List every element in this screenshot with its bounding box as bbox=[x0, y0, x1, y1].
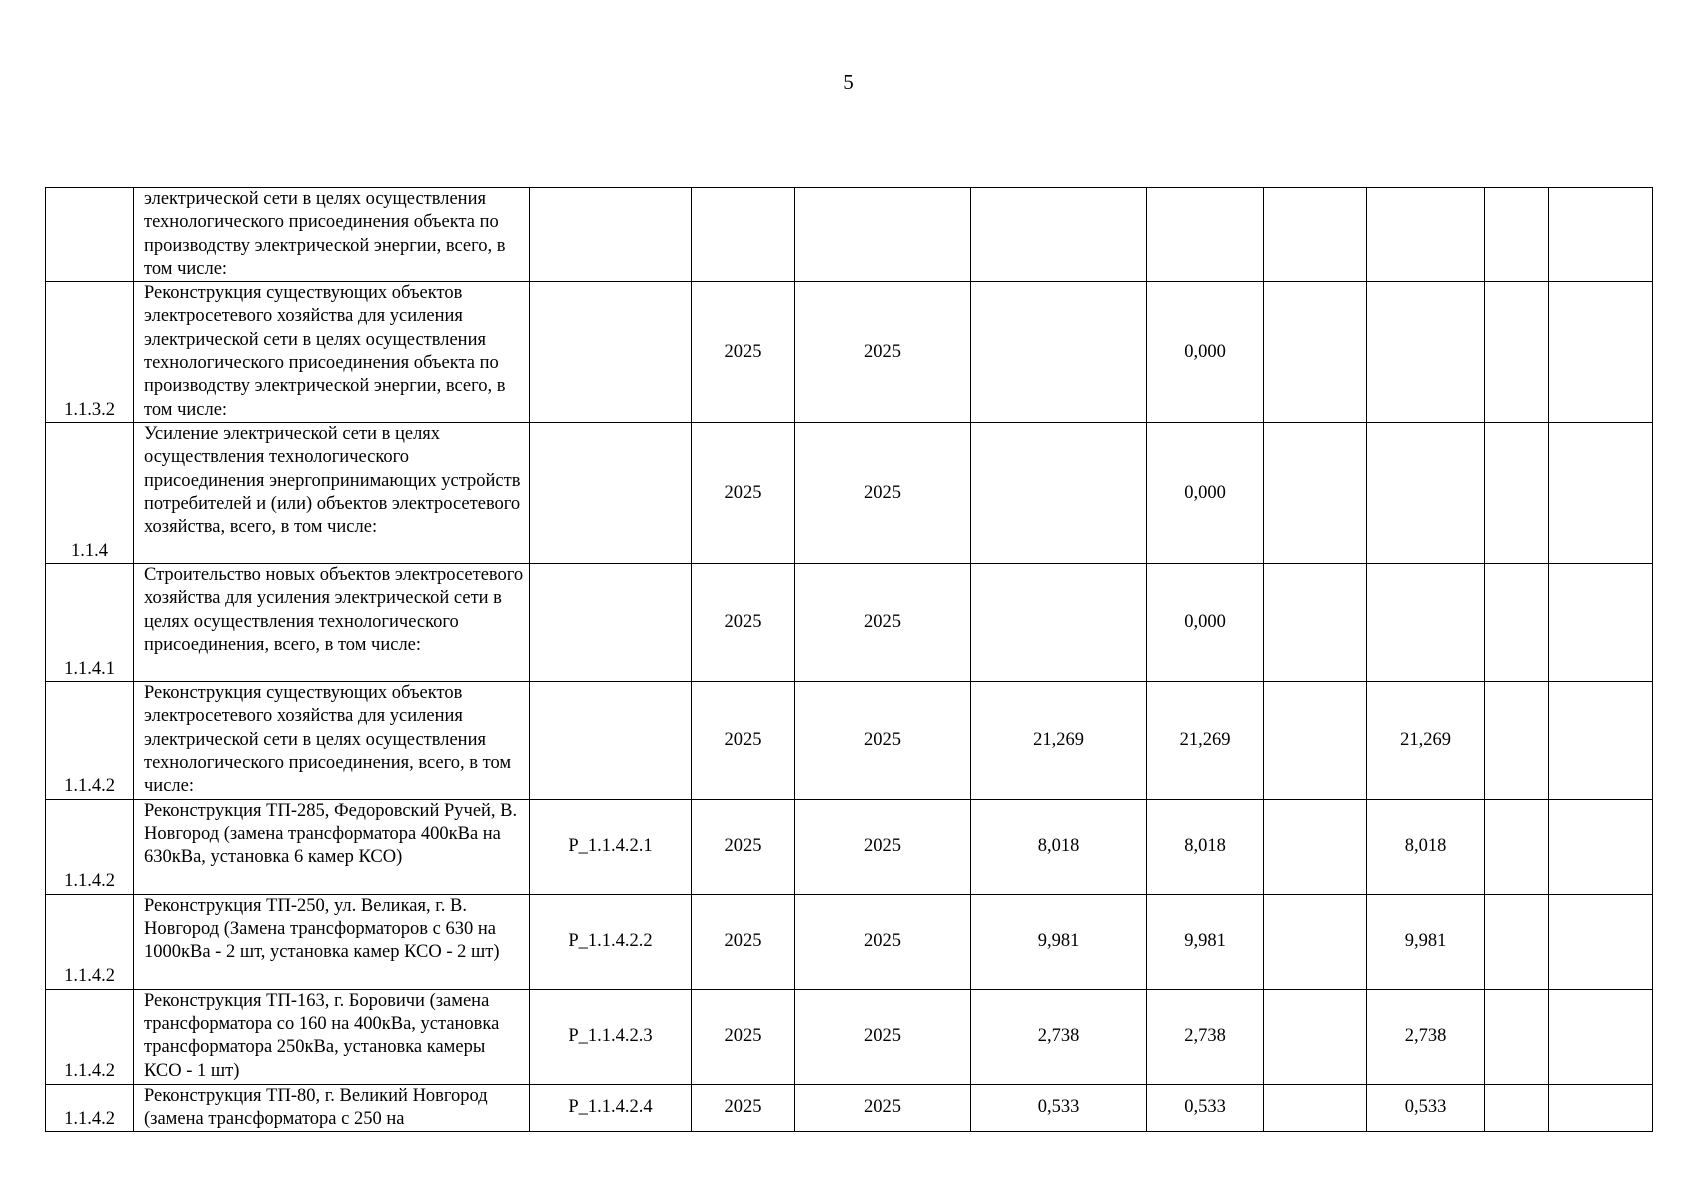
value-cell-5 bbox=[1485, 799, 1549, 894]
table-row bbox=[46, 282, 1653, 423]
row-code-cell: 1.1.4 bbox=[46, 423, 134, 564]
project-id-cell: P_1.1.4.2.1 bbox=[530, 799, 692, 894]
year-end-cell bbox=[795, 188, 971, 282]
value-cell-3 bbox=[1264, 799, 1367, 894]
value-cell-4 bbox=[1367, 564, 1485, 682]
project-id-cell bbox=[530, 423, 692, 564]
value-cell-5 bbox=[1485, 564, 1549, 682]
value-cell-4: 8,018 bbox=[1367, 799, 1485, 894]
value-cell-2: 0,000 bbox=[1147, 423, 1264, 564]
value-cell-1: 0,533 bbox=[971, 1084, 1147, 1132]
value-cell-5 bbox=[1485, 1084, 1549, 1132]
value-cell-1 bbox=[971, 188, 1147, 282]
year-end-cell: 2025 bbox=[795, 682, 971, 799]
row-code-cell: 1.1.4.2 bbox=[46, 799, 134, 894]
year-end-cell: 2025 bbox=[795, 423, 971, 564]
value-cell-3 bbox=[1264, 682, 1367, 799]
value-cell-6 bbox=[1549, 188, 1653, 282]
value-cell-3 bbox=[1264, 423, 1367, 564]
value-cell-1: 2,738 bbox=[971, 989, 1147, 1084]
project-id-cell bbox=[530, 682, 692, 799]
table-row bbox=[46, 799, 1653, 894]
value-cell-5 bbox=[1485, 282, 1549, 423]
row-name-cell: Реконструкция существующих объектов электросетевого хозяйства для усиления электрической сети в целях осуществления технологического присоединения объекта по производству электрической энергии, всего, в том числе: bbox=[134, 282, 530, 423]
year-start-cell bbox=[692, 188, 795, 282]
value-cell-4: 21,269 bbox=[1367, 682, 1485, 799]
row-code-cell: 1.1.3.2 bbox=[46, 282, 134, 423]
value-cell-4 bbox=[1367, 188, 1485, 282]
value-cell-4: 9,981 bbox=[1367, 894, 1485, 989]
row-code-cell: 1.1.4.2 bbox=[46, 894, 134, 989]
year-start-cell: 2025 bbox=[692, 682, 795, 799]
table-row bbox=[46, 1084, 1653, 1132]
value-cell-1 bbox=[971, 282, 1147, 423]
row-name-cell: Реконструкция ТП-80, г. Великий Новгород (замена трансформатора с 250 на bbox=[134, 1084, 530, 1132]
project-id-cell bbox=[530, 282, 692, 423]
row-code-cell: 1.1.4.2 bbox=[46, 989, 134, 1084]
table-row bbox=[46, 682, 1653, 799]
value-cell-6 bbox=[1549, 989, 1653, 1084]
value-cell-6 bbox=[1549, 1084, 1653, 1132]
table-row bbox=[46, 188, 1653, 282]
value-cell-6 bbox=[1549, 799, 1653, 894]
value-cell-3 bbox=[1264, 188, 1367, 282]
value-cell-3 bbox=[1264, 989, 1367, 1084]
year-end-cell: 2025 bbox=[795, 799, 971, 894]
value-cell-6 bbox=[1549, 564, 1653, 682]
value-cell-3 bbox=[1264, 894, 1367, 989]
value-cell-2: 0,533 bbox=[1147, 1084, 1264, 1132]
value-cell-4: 0,533 bbox=[1367, 1084, 1485, 1132]
year-start-cell: 2025 bbox=[692, 1084, 795, 1132]
table-row bbox=[46, 564, 1653, 682]
value-cell-4 bbox=[1367, 282, 1485, 423]
value-cell-2: 21,269 bbox=[1147, 682, 1264, 799]
value-cell-5 bbox=[1485, 423, 1549, 564]
row-code-cell: 1.1.4.2 bbox=[46, 1084, 134, 1132]
table-body bbox=[46, 188, 1653, 1132]
row-name-cell: Реконструкция существующих объектов электросетевого хозяйства для усиления электрической сети в целях осуществления технологического присоединения, всего, в том числе: bbox=[134, 682, 530, 799]
value-cell-3 bbox=[1264, 564, 1367, 682]
project-id-cell: P_1.1.4.2.4 bbox=[530, 1084, 692, 1132]
year-start-cell: 2025 bbox=[692, 564, 795, 682]
value-cell-2 bbox=[1147, 188, 1264, 282]
year-start-cell: 2025 bbox=[692, 282, 795, 423]
value-cell-5 bbox=[1485, 989, 1549, 1084]
row-name-cell: Усиление электрической сети в целях осуществления технологического присоединения энергопринимающих устройств потребителей и (или) объектов электросетевого хозяйства, всего, в том числе: bbox=[134, 423, 530, 564]
value-cell-2: 0,000 bbox=[1147, 282, 1264, 423]
row-name-cell: Реконструкция ТП-163, г. Боровичи (замена трансформатора со 160 на 400кВа, установка трансформатора 250кВа, установка камеры КСО - 1 шт) bbox=[134, 989, 530, 1084]
row-name-cell: Реконструкция ТП-285, Федоровский Ручей, В. Новгород (замена трансформатора 400кВа на 630кВа, установка 6 камер КСО) bbox=[134, 799, 530, 894]
value-cell-1: 21,269 bbox=[971, 682, 1147, 799]
value-cell-3 bbox=[1264, 1084, 1367, 1132]
year-end-cell: 2025 bbox=[795, 282, 971, 423]
value-cell-1 bbox=[971, 423, 1147, 564]
value-cell-6 bbox=[1549, 682, 1653, 799]
value-cell-2: 0,000 bbox=[1147, 564, 1264, 682]
year-end-cell: 2025 bbox=[795, 989, 971, 1084]
row-name-cell: Реконструкция ТП-250, ул. Великая, г. В. Новгород (Замена трансформаторов с 630 на 1000кВа - 2 шт, установка камер КСО - 2 шт) bbox=[134, 894, 530, 989]
year-start-cell: 2025 bbox=[692, 989, 795, 1084]
project-id-cell: P_1.1.4.2.3 bbox=[530, 989, 692, 1084]
project-id-cell: P_1.1.4.2.2 bbox=[530, 894, 692, 989]
value-cell-2: 9,981 bbox=[1147, 894, 1264, 989]
value-cell-5 bbox=[1485, 682, 1549, 799]
value-cell-5 bbox=[1485, 188, 1549, 282]
value-cell-5 bbox=[1485, 894, 1549, 989]
row-code-cell: 1.1.4.2 bbox=[46, 682, 134, 799]
value-cell-1: 8,018 bbox=[971, 799, 1147, 894]
value-cell-3 bbox=[1264, 282, 1367, 423]
row-code-cell: 1.1.4.1 bbox=[46, 564, 134, 682]
year-end-cell: 2025 bbox=[795, 564, 971, 682]
table-row bbox=[46, 989, 1653, 1084]
row-name-cell: электрической сети в целях осуществления технологического присоединения объекта по производству электрической энергии, всего, в том числе: bbox=[134, 188, 530, 282]
year-end-cell: 2025 bbox=[795, 894, 971, 989]
year-end-cell: 2025 bbox=[795, 1084, 971, 1132]
row-code-cell bbox=[46, 188, 134, 282]
value-cell-1: 9,981 bbox=[971, 894, 1147, 989]
year-start-cell: 2025 bbox=[692, 423, 795, 564]
table-row bbox=[46, 423, 1653, 564]
project-id-cell bbox=[530, 564, 692, 682]
investment-program-table bbox=[45, 187, 1653, 1132]
project-id-cell bbox=[530, 188, 692, 282]
value-cell-6 bbox=[1549, 894, 1653, 989]
value-cell-2: 8,018 bbox=[1147, 799, 1264, 894]
value-cell-1 bbox=[971, 564, 1147, 682]
value-cell-4: 2,738 bbox=[1367, 989, 1485, 1084]
value-cell-4 bbox=[1367, 423, 1485, 564]
year-start-cell: 2025 bbox=[692, 894, 795, 989]
value-cell-6 bbox=[1549, 282, 1653, 423]
table-row bbox=[46, 894, 1653, 989]
value-cell-6 bbox=[1549, 423, 1653, 564]
value-cell-2: 2,738 bbox=[1147, 989, 1264, 1084]
page-number: 5 bbox=[843, 70, 854, 94]
year-start-cell: 2025 bbox=[692, 799, 795, 894]
row-name-cell: Строительство новых объектов электросетевого хозяйства для усиления электрической сети в целях осуществления технологического присоединения, всего, в том числе: bbox=[134, 564, 530, 682]
